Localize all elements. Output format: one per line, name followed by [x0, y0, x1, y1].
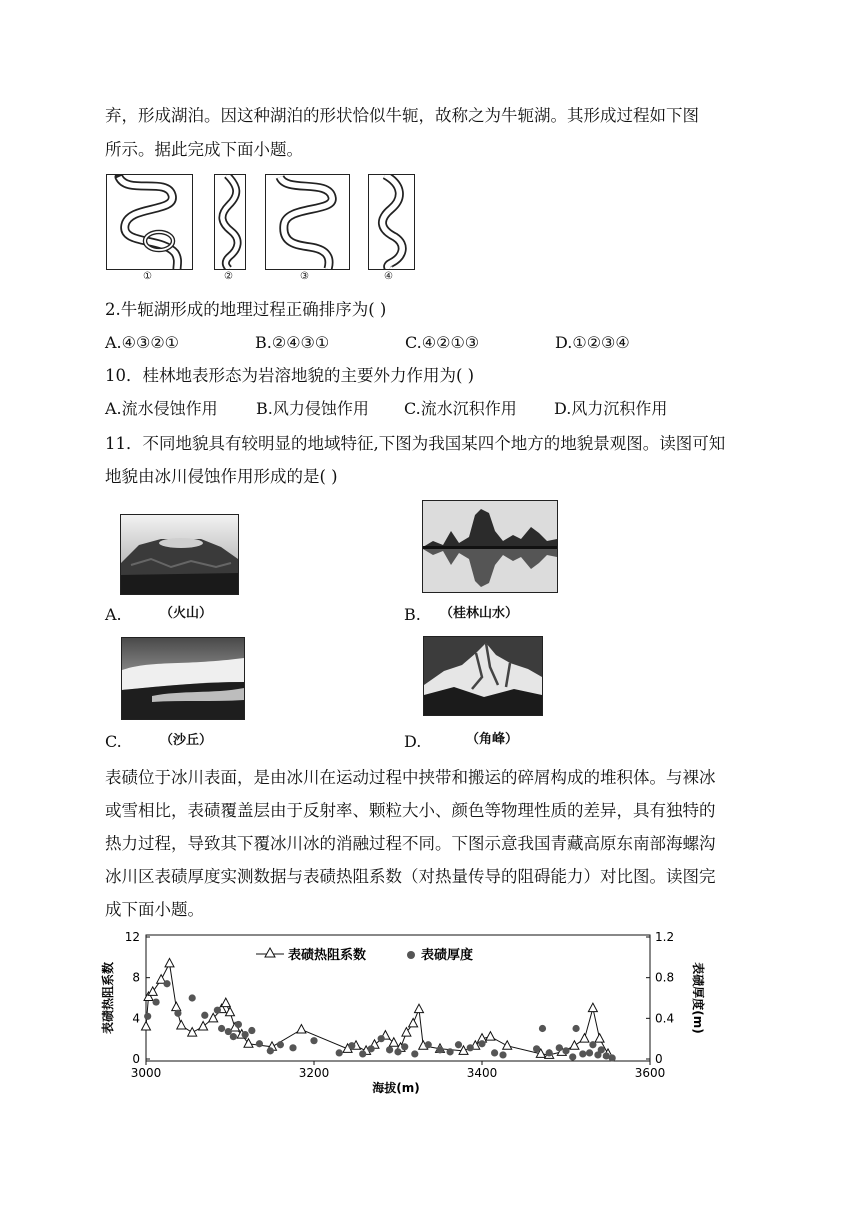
q2-option-c[interactable]: C.④②①③	[405, 333, 480, 352]
thickness-point	[411, 1050, 418, 1057]
y-right-tick-label: 0.8	[655, 970, 675, 985]
passage-line-2: 或雪相比，表碛覆盖层由于反射率、颗粒大小、颜色等物理性质的差异，具有独特的	[105, 801, 716, 820]
thickness-point	[277, 1041, 284, 1048]
meander-label-4: ④	[384, 271, 393, 282]
legend-label-thickness: 表碛厚度	[421, 948, 474, 963]
resistance-point	[503, 1041, 512, 1050]
guilin-caption: （桂林山水）	[440, 606, 519, 621]
volcano-caption: （火山）	[160, 606, 213, 621]
thickness-point	[556, 1044, 563, 1051]
legend-triangle-swatch	[265, 948, 275, 957]
q2-stem: 2.牛轭湖形成的地理过程正确排序为( )	[105, 300, 387, 319]
thickness-point	[289, 1044, 296, 1051]
resistance-point	[199, 1021, 208, 1030]
thickness-point	[491, 1049, 498, 1056]
thickness-point	[533, 1045, 540, 1052]
thickness-point	[386, 1046, 393, 1053]
resistance-point	[486, 1032, 495, 1041]
y-axis-right-label: 表碛厚度(m)	[691, 962, 705, 1034]
thickness-point	[598, 1046, 605, 1053]
thickness-point	[436, 1046, 443, 1053]
thickness-point	[586, 1049, 593, 1056]
intro-line-1: 弃，形成湖泊。因这种湖泊的形状恰似牛轭，故称之为牛轭湖。其形成过程如下图	[105, 106, 699, 125]
y-right-tick-label: 1.2	[655, 930, 675, 944]
thickness-point	[163, 980, 170, 987]
q10-option-c[interactable]: C.流水沉积作用	[404, 399, 517, 418]
legend-label-resistance: 表碛热阻系数	[288, 948, 367, 963]
sand-dune-photo	[121, 637, 245, 720]
thickness-point	[401, 1043, 408, 1050]
thickness-point	[235, 1021, 242, 1028]
thickness-point	[562, 1047, 569, 1054]
guilin-photo	[422, 500, 558, 593]
thickness-point	[478, 1040, 485, 1047]
passage-line-1: 表碛位于冰川表面，是由冰川在运动过程中挟带和搬运的碎屑构成的堆积体。与裸冰	[105, 768, 716, 787]
x-tick-label: 3000	[130, 1066, 162, 1080]
meander-panel-3	[265, 174, 350, 270]
y-left-tick-label: 0	[132, 1052, 140, 1066]
thickness-point	[201, 1012, 208, 1019]
resistance-point	[588, 1003, 597, 1012]
resistance-point	[165, 958, 174, 967]
y-axis-left-label: 表碛热阻系数	[101, 961, 115, 1035]
thickness-point	[609, 1054, 616, 1061]
thickness-point	[579, 1050, 586, 1057]
debris-chart-svg	[98, 928, 718, 1106]
q11-stem-line-2: 地貌由冰川侵蚀作用形成的是( )	[105, 467, 338, 486]
y-left-tick-label: 12	[124, 930, 140, 944]
q11-stem-line-1: 11．不同地貌具有较明显的地域特征,下图为我国某四个地方的地貌景观图。读图可知	[105, 434, 726, 453]
thickness-point	[336, 1049, 343, 1056]
thickness-point	[359, 1050, 366, 1057]
thickness-point	[218, 1025, 225, 1032]
legend	[256, 947, 473, 963]
q11-option-b-letter[interactable]: B.	[404, 605, 421, 624]
q11-option-c-letter[interactable]: C.	[105, 732, 122, 751]
thickness-point	[569, 1053, 576, 1060]
resistance-point	[188, 1028, 197, 1037]
passage-line-5: 成下面小题。	[105, 900, 204, 919]
y-right-tick-label: 0.4	[655, 1011, 675, 1026]
thickness-point	[446, 1048, 453, 1055]
thickness-point	[230, 1033, 237, 1040]
thickness-point	[572, 1025, 579, 1032]
meander-label-1: ①	[143, 271, 152, 282]
legend-dot-swatch	[407, 951, 415, 959]
thickness-point	[499, 1051, 506, 1058]
resistance-point	[221, 998, 230, 1007]
q10-stem: 10．桂林地表形态为岩溶地貌的主要外力作用为( )	[105, 366, 475, 385]
resistance-point	[389, 1038, 398, 1047]
q2-option-a[interactable]: A.④③②①	[105, 333, 180, 352]
volcano-photo	[120, 514, 239, 595]
q10-option-d[interactable]: D.风力沉积作用	[554, 399, 668, 418]
y-left-tick-label: 8	[132, 970, 140, 985]
resistance-point	[297, 1025, 306, 1034]
q10-option-b[interactable]: B.风力侵蚀作用	[256, 399, 369, 418]
thickness-point	[378, 1035, 385, 1042]
passage-line-3: 热力过程，导致其下覆冰川冰的消融过程不同。下图示意我国青藏高原东南部海螺沟	[105, 834, 716, 853]
sand-dune-caption: （沙丘）	[160, 733, 213, 748]
thickness-point	[242, 1031, 249, 1038]
intro-line-2: 所示。据此完成下面小题。	[105, 140, 303, 159]
horn-peak-photo	[423, 636, 543, 716]
thickness-point	[467, 1044, 474, 1051]
passage-line-4: 冰川区表碛厚度实测数据与表碛热阻系数（对热量传导的阻碍能力）对比图。读图完	[105, 867, 716, 886]
thickness-point	[248, 1027, 255, 1034]
thickness-point	[174, 1010, 181, 1017]
resistance-point	[580, 1034, 589, 1043]
thickness-point	[267, 1047, 274, 1054]
thickness-point	[348, 1042, 355, 1049]
thickness-point	[425, 1041, 432, 1048]
thickness-point	[144, 1013, 151, 1020]
thickness-point	[546, 1049, 553, 1056]
thickness-point	[455, 1041, 462, 1048]
q2-option-d[interactable]: D.①②③④	[555, 333, 630, 352]
debris-chart	[98, 928, 718, 1106]
x-axis-label: 海拔(m)	[372, 1081, 420, 1095]
horn-peak-caption: （角峰）	[466, 732, 519, 747]
q10-option-a[interactable]: A.流水侵蚀作用	[105, 399, 218, 418]
thickness-point	[189, 994, 196, 1001]
thickness-point	[394, 1048, 401, 1055]
meander-panel-4	[368, 174, 415, 270]
thickness-point	[589, 1041, 596, 1048]
x-tick-label: 3400	[466, 1066, 498, 1080]
x-tick-label: 3600	[634, 1066, 666, 1080]
thickness-point	[256, 1040, 263, 1047]
meander-label-3: ③	[300, 271, 309, 282]
thickness-point	[214, 1007, 221, 1014]
thickness-point	[310, 1037, 317, 1044]
q2-option-b[interactable]: B.②④③①	[255, 333, 330, 352]
x-tick-label: 3200	[298, 1066, 330, 1080]
resistance-point	[595, 1034, 604, 1043]
thickness-point	[539, 1025, 546, 1032]
resistance-point	[415, 1004, 424, 1013]
meander-panel-2	[214, 174, 246, 270]
q11-option-a-letter[interactable]: A.	[105, 605, 122, 624]
resistance-point	[226, 1007, 235, 1016]
y-right-tick-label: 0	[655, 1052, 663, 1066]
resistance-point	[570, 1041, 579, 1050]
q11-option-d-letter[interactable]: D.	[404, 732, 422, 751]
thickness-point	[368, 1045, 375, 1052]
resistance-point	[177, 1020, 186, 1028]
resistance-point	[142, 1021, 151, 1030]
meander-label-2: ②	[224, 271, 233, 282]
meander-panel-1	[106, 174, 193, 270]
resistance-point	[172, 1002, 181, 1011]
thickness-point	[152, 998, 159, 1005]
y-left-tick-label: 4	[132, 1011, 140, 1026]
resistance-point	[409, 1018, 418, 1026]
